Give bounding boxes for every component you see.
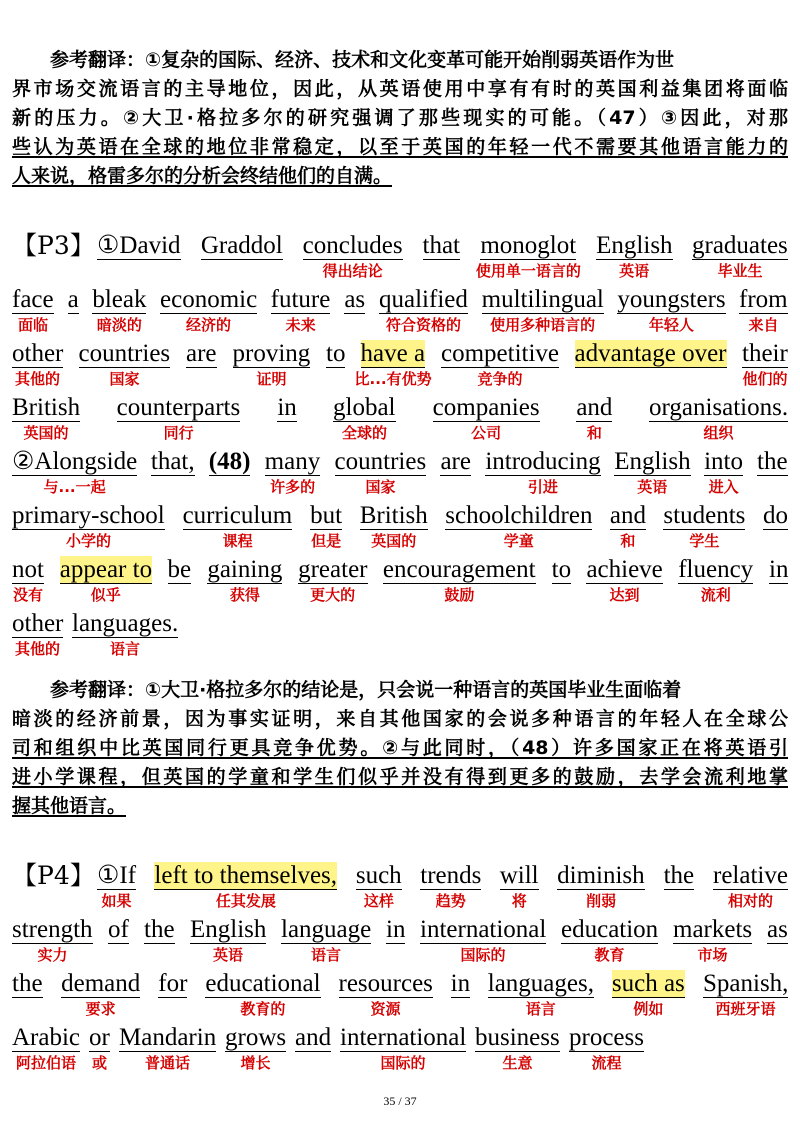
english-word: for (158, 970, 188, 997)
chinese-gloss: 似乎 (90, 586, 121, 604)
english-word: resources (338, 970, 433, 997)
chinese-gloss: 更大的 (310, 586, 356, 604)
chinese-gloss: 流利 (700, 586, 731, 604)
chinese-gloss: 将 (511, 892, 527, 910)
english-word: concludes (302, 232, 403, 259)
chinese-gloss: 与...一起 (43, 478, 106, 496)
english-word: curriculum (182, 502, 293, 529)
english-word: a (67, 286, 79, 313)
english-word: language (281, 916, 372, 943)
chinese-gloss: 获得 (229, 586, 260, 604)
chinese-gloss: 阿拉伯语 (16, 1054, 77, 1072)
english-word: from (739, 286, 788, 313)
english-word: ①If (97, 862, 137, 889)
english-word: languages, (487, 970, 594, 997)
english-word: encouragement (382, 556, 536, 583)
english-word: fluency (678, 556, 754, 583)
english-word: of (108, 916, 129, 943)
english-word: English (614, 448, 691, 475)
english-word: into (704, 448, 744, 475)
chinese-gloss: 要求 (85, 1000, 116, 1018)
english-word: other (12, 340, 64, 367)
annotated-line (12, 609, 788, 663)
english-word: are (440, 448, 471, 475)
chinese-gloss: 国家 (365, 478, 396, 496)
translation-line: 暗淡的经济前景，因为事实证明，来自其他国家的会说多种语言的年轻人在全球公 (12, 708, 788, 730)
chinese-gloss: 没有 (13, 586, 44, 604)
chinese-gloss: 英国的 (23, 424, 69, 442)
annotated-line (12, 969, 788, 1023)
chinese-gloss: 经济的 (186, 316, 232, 334)
chinese-gloss: 趋势 (435, 892, 466, 910)
english-word: future (270, 286, 331, 313)
english-word: relative (713, 862, 788, 889)
chinese-gloss: 达到 (609, 586, 640, 604)
english-word: markets (673, 916, 753, 943)
chinese-gloss: 学生 (689, 532, 720, 550)
chinese-gloss: 英国的 (371, 532, 417, 550)
english-word: demand (61, 970, 141, 997)
chinese-gloss: 如果 (101, 892, 132, 910)
english-word: ①David (97, 232, 181, 259)
english-word: English (596, 232, 673, 259)
english-word: such (355, 862, 402, 889)
chinese-gloss: 普通话 (145, 1054, 191, 1072)
paragraph-tag: 【P3】 (12, 231, 95, 260)
chinese-gloss: 国际的 (380, 1054, 426, 1072)
annotated-line (12, 393, 788, 447)
chinese-gloss: 组织 (703, 424, 734, 442)
english-word: in (386, 916, 406, 943)
annotated-line (12, 231, 788, 285)
annotated-line (12, 555, 788, 609)
english-word: education (561, 916, 659, 943)
english-word: trends (420, 862, 482, 889)
annotated-line (12, 447, 788, 501)
english-word: business (475, 1024, 560, 1051)
chinese-gloss: 得出结论 (322, 262, 383, 280)
english-word: companies (432, 394, 540, 421)
translation-line: 新的压力。②大卫·格拉多尔的研究强调了那些现实的可能。（47）③因此，对那 (12, 107, 788, 129)
chinese-gloss: 英语 (637, 478, 668, 496)
chinese-gloss: 许多的 (270, 478, 316, 496)
translation-line: 参考翻译：①复杂的国际、经济、技术和文化变革可能开始削弱英语作为世 (50, 49, 675, 71)
english-word: British (359, 502, 428, 529)
chinese-gloss: 竞争的 (477, 370, 523, 388)
chinese-gloss: 增长 (240, 1054, 271, 1072)
chinese-gloss: 引进 (527, 478, 558, 496)
english-word: ②Alongside (12, 448, 138, 475)
paragraph-p3 (12, 231, 788, 671)
chinese-gloss: 国际的 (460, 946, 506, 964)
chinese-gloss: 鼓励 (444, 586, 475, 604)
english-word: the (144, 916, 175, 943)
translation-line: 握其他语言。 (12, 795, 127, 817)
english-word: multilingual (481, 286, 604, 313)
translation-block-mid (12, 676, 788, 821)
chinese-gloss: 其他的 (15, 370, 61, 388)
english-word: introducing (485, 448, 601, 475)
english-word: gaining (207, 556, 283, 583)
english-word: and (295, 1024, 332, 1051)
english-word: are (186, 340, 217, 367)
english-word: students (663, 502, 746, 529)
english-word: English (190, 916, 267, 943)
chinese-gloss: 但是 (311, 532, 342, 550)
chinese-gloss: 市场 (697, 946, 728, 964)
english-word: countries (334, 448, 427, 475)
chinese-gloss: 其他的 (15, 640, 61, 658)
english-word: greater (298, 556, 368, 583)
english-word: left to themselves, (154, 862, 338, 889)
english-word: grows (225, 1024, 287, 1051)
english-word: appear to (59, 556, 153, 583)
chinese-gloss: 和 (620, 532, 636, 550)
english-word: Mandarin (119, 1024, 217, 1051)
chinese-gloss: 西班牙语 (715, 1000, 776, 1018)
translation-line: 界市场交流语言的主导地位，因此，从英语使用中享有有时的英国利益集团将面临 (12, 78, 788, 100)
chinese-gloss: 例如 (633, 1000, 664, 1018)
chinese-gloss: 面临 (18, 316, 49, 334)
english-word: global (333, 394, 396, 421)
chinese-gloss: 来自 (748, 316, 779, 334)
chinese-gloss: 实力 (37, 946, 68, 964)
annotated-line (12, 915, 788, 969)
english-word: strength (12, 916, 93, 943)
chinese-gloss: 小学的 (66, 532, 112, 550)
chinese-gloss: 学童 (503, 532, 534, 550)
chinese-gloss: 公司 (471, 424, 502, 442)
english-word: as (767, 916, 788, 943)
english-word: schoolchildren (445, 502, 593, 529)
chinese-gloss: 英语 (213, 946, 244, 964)
chinese-gloss: 年轻人 (648, 316, 694, 334)
paragraph-p4 (12, 861, 788, 1081)
annotated-line (12, 339, 788, 393)
english-word: in (769, 556, 789, 583)
chinese-gloss: 国家 (109, 370, 140, 388)
chinese-gloss: 全球的 (342, 424, 388, 442)
english-word: such as (611, 970, 685, 997)
english-word: as (344, 286, 366, 313)
english-word: process (569, 1024, 644, 1051)
english-word: languages. (72, 610, 179, 637)
english-word: and (609, 502, 646, 529)
translation-line: 人来说，格雷多尔的分析会终结他们的自满。 (12, 165, 393, 187)
english-word: the (663, 862, 695, 889)
english-word: many (264, 448, 321, 475)
english-word: graduates (692, 232, 788, 259)
english-word: educational (205, 970, 321, 997)
english-word: monoglot (480, 232, 577, 259)
chinese-gloss: 和 (586, 424, 602, 442)
annotated-line (12, 1023, 788, 1077)
english-word: qualified (379, 286, 468, 313)
english-word: but (310, 502, 343, 529)
english-word: the (757, 448, 788, 475)
translation-line: 些认为英语在全球的地位非常稳定，以至于英国的年轻一代不需要其他语言能力的 (12, 136, 788, 158)
annotated-line (12, 501, 788, 555)
chinese-gloss: 进入 (708, 478, 739, 496)
chinese-gloss: 相对的 (728, 892, 774, 910)
chinese-gloss: 语言 (110, 640, 141, 658)
chinese-gloss: 暗淡的 (96, 316, 142, 334)
chinese-gloss: 任其发展 (215, 892, 276, 910)
english-word: economic (160, 286, 258, 313)
english-word: international (420, 916, 547, 943)
translation-block-top (12, 46, 788, 191)
english-word: the (12, 970, 43, 997)
chinese-gloss: 语言 (311, 946, 342, 964)
english-word: bleak (92, 286, 147, 313)
chinese-gloss: 同行 (163, 424, 194, 442)
english-word: international (340, 1024, 467, 1051)
chinese-gloss: 毕业生 (717, 262, 763, 280)
english-word: to (326, 340, 346, 367)
english-word: Arabic (12, 1024, 81, 1051)
english-word: primary-school (12, 502, 165, 529)
english-word: be (167, 556, 192, 583)
english-word: not (12, 556, 44, 583)
translation-line: 进小学课程，但英国的学童和学生们似乎并没有得到更多的鼓励，去学会流利地掌 (12, 766, 788, 788)
english-word: their (742, 340, 788, 367)
english-word: face (12, 286, 54, 313)
chinese-gloss: 未来 (285, 316, 316, 334)
english-word: Graddol (200, 232, 283, 259)
english-word: will (499, 862, 539, 889)
translation-line: 司和组织中比英国同行更具竞争优势。②与此同时，（48）许多国家正在将英语引 (12, 737, 788, 759)
english-word: proving (232, 340, 311, 367)
english-word: that, (150, 448, 195, 475)
english-word: in (450, 970, 471, 997)
chinese-gloss: 课程 (222, 532, 253, 550)
chinese-gloss: 这样 (363, 892, 394, 910)
english-word: organisations. (649, 394, 789, 421)
annotated-line (12, 285, 788, 339)
english-word: Spanish, (703, 970, 789, 997)
english-word: that (422, 232, 460, 259)
english-word: to (551, 556, 572, 583)
english-word: or (89, 1024, 110, 1051)
english-word: in (277, 394, 297, 421)
english-word: and (576, 394, 613, 421)
chinese-gloss: 流程 (591, 1054, 622, 1072)
chinese-gloss: 符合资格的 (386, 316, 462, 334)
translation-line: 参考翻译：①大卫·格拉多尔的结论是，只会说一种语言的英国毕业生面临着 (50, 679, 682, 701)
english-word: youngsters (617, 286, 726, 313)
chinese-gloss: 使用多种语言的 (490, 316, 596, 334)
annotated-line (12, 861, 788, 915)
english-word: other (12, 610, 64, 637)
english-word: countries (78, 340, 171, 367)
english-word: counterparts (116, 394, 241, 421)
chinese-gloss: 资源 (370, 1000, 401, 1018)
chinese-gloss: 生意 (502, 1054, 533, 1072)
chinese-gloss: 教育 (594, 946, 625, 964)
chinese-gloss: 语言 (525, 1000, 556, 1018)
english-word: competitive (441, 340, 560, 367)
english-word: diminish (557, 862, 645, 889)
english-word: British (12, 394, 81, 421)
english-word: do (763, 502, 788, 529)
chinese-gloss: 他们的 (742, 370, 788, 388)
chinese-gloss: 教育的 (240, 1000, 286, 1018)
chinese-gloss: 削弱 (586, 892, 617, 910)
english-word: have a (360, 340, 426, 367)
page-number: 35 / 37 (383, 1094, 417, 1108)
paragraph-tag: 【P4】 (12, 861, 95, 890)
english-word: advantage over (574, 340, 727, 367)
chinese-gloss: 或 (92, 1054, 108, 1072)
english-word: achieve (586, 556, 663, 583)
chinese-gloss: 英语 (619, 262, 650, 280)
chinese-gloss: 使用单一语言的 (475, 262, 581, 280)
chinese-gloss: 证明 (256, 370, 287, 388)
english-word: (48) (208, 448, 251, 475)
chinese-gloss: 比...有优势 (354, 370, 432, 388)
